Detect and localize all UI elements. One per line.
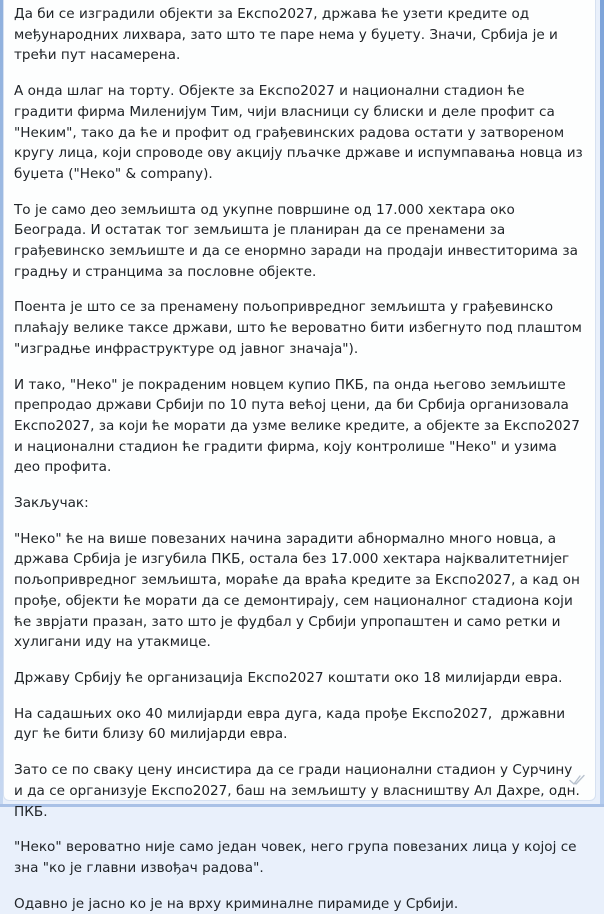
message-paragraph: А онда шлаг на торту. Објекте за Експо2027 и национални стадион ће градити фирма Миленијум Тим, чији власници су блиски и деле профит са "Неким", тако да ће и профит од грађевинских радова остати у затвореном кругу лица, који спроводе ову акцију пљачке државе и испумпавања новца из буџета ("Неко" & company). — [14, 83, 588, 182]
check-icon — [569, 774, 585, 786]
message-bubble — [3, 0, 596, 912]
message-paragraph: Државу Србију ће организација Експо2027 коштати око 18 милијарди евра. — [14, 669, 563, 686]
message-paragraph: Одавно је јасно ко је на врху криминалне пирамиде у Србији. — [14, 895, 459, 912]
message-paragraph: На садашњих око 40 милијарди евра дуга, када прође Експо2027, државни дуг ће бити близу 60 милијарди евра. — [14, 705, 570, 743]
message-paragraph: То је само део земљишта од укупне површине од 17.000 хектара око Београда. И остатак тог земљишта је планиран да се пренамени за грађевинско земљиште и да се енормно заради на продаји инвеститорима за градњу и странцима за пословне објекте. — [14, 201, 583, 280]
message-paragraph: Поента је што се за пренамену пољопривредног земљишта у грађевинско плаћају велике таксе држави, што ће вероватно бити избегнуто под плаштом "изградње инфраструктуре од јавног значаја"). — [14, 299, 587, 357]
message-paragraph: Зато се по сваку цену инсистира да се гради национални стадион у Сурчину и да се организује Експо2027, баш на земљишту у власништву Ал Дахре, одн. ПКБ. — [14, 762, 585, 820]
scrollbar-edge[interactable] — [600, 0, 604, 807]
message-paragraph: Закључак: — [14, 495, 89, 512]
message-paragraph: Да би се изградили објекти за Експо2027, држава ће узети кредите од међународних лихвара, зато што те паре нема у буџету. Значи, Србија је и трећи пут насамерена. — [14, 6, 563, 64]
message-paragraph: И тако, "Неко" је покраденим новцем купио ПКБ, па онда његово земљиште препродао држави Србији по 10 пута већој цени, да би Србија организовала Експо2027, за који ће морати да узме велике кредите, а објекте за Експо2027 и национални стадион ће градити фирма, коју контролише "Неко" и узима део профита. — [14, 376, 585, 476]
message-paragraph: "Неко" вероватно није само један човек, него група повезаних лица у којој се зна "ко је главни извођач радова". — [14, 839, 581, 876]
message-paragraph: "Неко" ће на више повезаних начина зарадити абнормално много новца, а држава Србија је изгубила ПКБ, остала без 17.000 хектара најквалитетнијег пољопривредног земљишта, мораће да враћа кредите за Експо2027, а кад он прође, објекти ће морати да се демонтирају, сем националног стадиона који ће зврјати празан, зато што је фудбал у Србији упропаштен и само ретки и хулигани иду на утакмице. — [14, 530, 585, 651]
